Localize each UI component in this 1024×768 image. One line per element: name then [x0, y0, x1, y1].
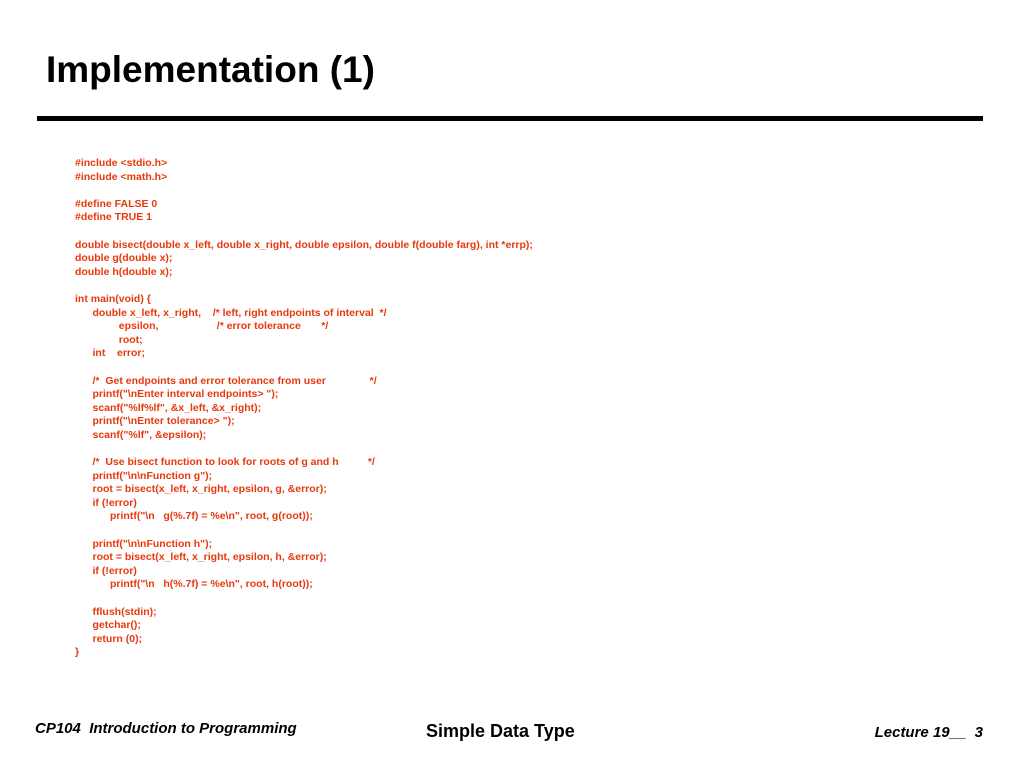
code-line [75, 524, 533, 538]
footer-topic: Simple Data Type [426, 721, 575, 741]
code-line: int error; [75, 347, 146, 360]
code-line: } [75, 646, 80, 659]
code-line: return (0); [75, 632, 143, 645]
code-line: root = bisect(x_left, x_right, epsilon, g, &error); [75, 483, 327, 496]
code-line: #define TRUE 1 [75, 211, 153, 224]
footer-course-name: CP104 Introduction to Programming [35, 720, 297, 737]
code-line: scanf("%lf%lf", &x_left, &x_right); [75, 401, 262, 414]
code-line: printf("\n h(%.7f) = %e\n", root, h(root)); [75, 578, 313, 591]
code-line: root; [75, 333, 143, 346]
code-line: /* Use bisect function to look for roots of g and h */ [75, 456, 375, 469]
code-line: /* Get endpoints and error tolerance from user */ [75, 374, 377, 387]
code-line: double bisect(double x_left, double x_right, double epsilon, double f(double farg), int *errp); [75, 238, 533, 251]
code-line [75, 184, 533, 198]
code-line: if (!error) [75, 496, 137, 509]
code-line: fflush(stdin); [75, 605, 157, 618]
code-line: double x_left, x_right, /* left, right endpoints of interval */ [75, 306, 387, 319]
code-line: #include <math.h> [75, 170, 168, 183]
code-line [75, 361, 533, 375]
code-line: #define FALSE 0 [75, 197, 158, 210]
slide-title: Implementation (1) [46, 49, 375, 90]
code-line: getchar(); [75, 619, 141, 632]
title-divider [37, 116, 983, 121]
code-line: root = bisect(x_left, x_right, epsilon, h, &error); [75, 551, 327, 564]
code-line [75, 225, 533, 239]
code-line: int main(void) { [75, 292, 151, 305]
code-line: scanf("%lf", &epsilon); [75, 428, 207, 441]
code-line [75, 442, 533, 456]
code-line: printf("\nEnter interval endpoints> "); [75, 388, 279, 401]
code-line: #include <stdio.h> [75, 157, 168, 169]
code-line: printf("\nEnter tolerance> "); [75, 415, 235, 428]
code-line: epsilon, /* error tolerance */ [75, 320, 329, 333]
code-line: double h(double x); [75, 265, 173, 278]
code-line: printf("\n g(%.7f) = %e\n", root, g(root)); [75, 510, 313, 523]
code-line [75, 279, 533, 293]
code-line: printf("\n\nFunction h"); [75, 537, 213, 550]
code-line: double g(double x); [75, 252, 173, 265]
code-line [75, 592, 533, 606]
footer-lecture-number: Lecture 19__ 3 [874, 724, 983, 741]
code-line: if (!error) [75, 564, 137, 577]
code-listing [75, 157, 533, 660]
code-line: printf("\n\nFunction g"); [75, 469, 213, 482]
